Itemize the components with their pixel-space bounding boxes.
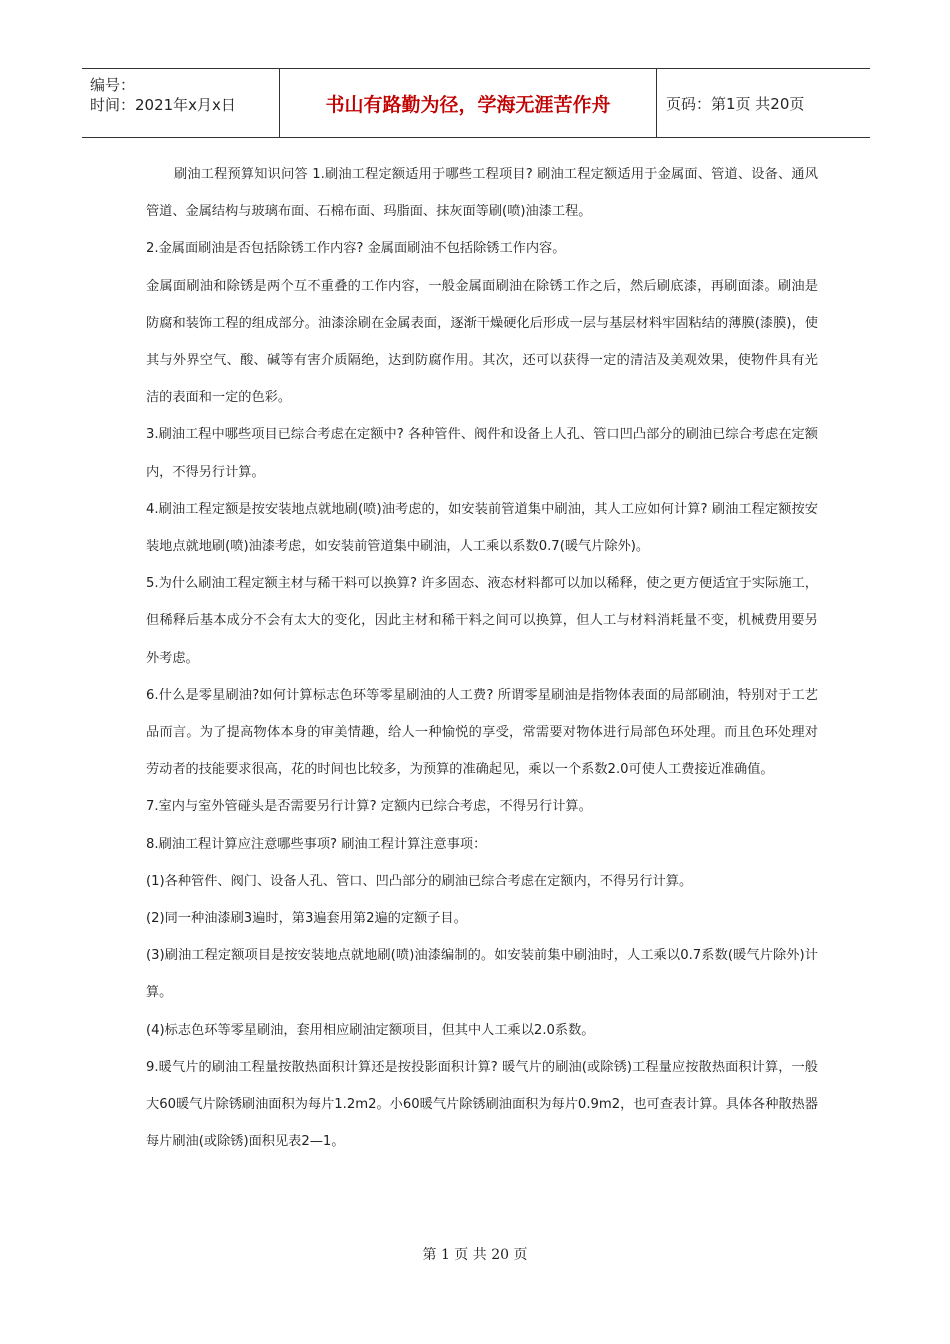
paragraph: (4)标志色环等零星刷油，套用相应刷油定额项目，但其中人工乘以2.0系数。 — [146, 1022, 595, 1038]
paragraph: (3)刷油工程定额项目是按安装地点就地刷(喷)油漆编制的。如安装前集中刷油时，人工乘以0.7系数(暖气片除外)计算。 — [146, 948, 818, 1001]
paragraph: 刷油工程预算知识问答 1.刷油工程定额适用于哪些工程项目? 刷油工程定额适用于金属面、管道、设备、通风管道、金属结构与玻璃布面、石棉布面、玛脂面、抹灰面等刷(喷)油漆工程。 — [146, 167, 818, 220]
paragraph: 4.刷油工程定额是按安装地点就地刷(喷)油考虑的，如安装前管道集中刷油，其人工应如何计算? 刷油工程定额按安装地点就地刷(喷)油漆考虑，如安装前管道集中刷油，人工乘以系数0.7(暖气片除外)。 — [146, 501, 818, 555]
header-meta — [82, 69, 280, 137]
paragraph: (2)同一种油漆刷3遍时，第3遍套用第2遍的定额子目。 — [146, 911, 467, 927]
header-page-info-cell — [656, 69, 870, 137]
paragraph: 8.刷油工程计算应注意哪些事项? 刷油工程计算注意事项： — [146, 836, 487, 852]
number-label: 编号： — [90, 76, 136, 94]
paragraph: 6.什么是零星刷油?如何计算标志色环等零星刷油的人工费? 所谓零星刷油是指物体表面的局部刷油，特别对于工艺品而言。为了提高物体本身的审美情趣，给人一种愉悦的享受，常需要对物体进行局部色环处理。而且色环处理对劳动者的技能要求很高，花的时间也比较多，为预算的准确起见，乘以一个系数2.0可使人工费接近准确值。 — [146, 687, 818, 778]
date-label: 时间：2021年x月x日 — [90, 96, 236, 114]
page-info: 页码：第1页 共20页 — [666, 94, 805, 113]
motto: 书山有路勤为径，学海无涯苦作舟 — [325, 93, 611, 116]
paragraph: 5.为什么刷油工程定额主材与稀干料可以换算? 许多固态、液态材料都可以加以稀释，使之更方便适宜于实际施工，但稀释后基本成分不会有太大的变化，因此主材和稀干料之间可以换算，但人工与材料消耗量不变，机械费用要另外考虑。 — [146, 576, 818, 666]
page-footer: 第 1 页 共 20 页 — [422, 1247, 528, 1263]
paragraph: 2.金属面刷油是否包括除锈工作内容? 金属面刷油不包括除锈工作内容。 — [146, 241, 566, 257]
header-motto-cell — [280, 69, 657, 137]
paragraph: (1)各种管件、阀门、设备人孔、管口、凹凸部分的刷油已综合考虑在定额内，不得另行计算。 — [146, 873, 693, 889]
paragraph: 9.暖气片的刷油工程量按散热面积计算还是按投影面积计算? 暖气片的刷油(或除锈)工程量应按散热面积计算，一般大60暖气片除锈刷油面积为每片1.2m2。小60暖气片除锈刷油面积为每片0.9m2，也可查表计算。具体各种散热器每片刷油(或除锈)面积见表2—1。 — [146, 1059, 818, 1150]
paragraph: 3.刷油工程中哪些项目已综合考虑在定额中? 各种管件、阀件和设备上人孔、管口凹凸部分的刷油已综合考虑在定额内，不得另行计算。 — [146, 427, 818, 480]
paragraph: 金属面刷油和除锈是两个互不重叠的工作内容，一般金属面刷油在除锈工作之后，然后刷底漆，再刷面漆。刷油是防腐和装饰工程的组成部分。油漆涂刷在金属表面，逐渐干燥硬化后形成一层与基层材料牢固粘结的薄膜(漆膜)，使其与外界空气、酸、碱等有害介质隔绝，达到防腐作用。其次，还可以获得一定的清洁及美观效果，使物件具有光洁的表面和一定的色彩。 — [146, 278, 818, 406]
page-header — [82, 68, 870, 138]
paragraph: 7.室内与室外管碰头是否需要另行计算? 定额内已综合考虑，不得另行计算。 — [146, 799, 592, 815]
document-body — [146, 156, 818, 1160]
